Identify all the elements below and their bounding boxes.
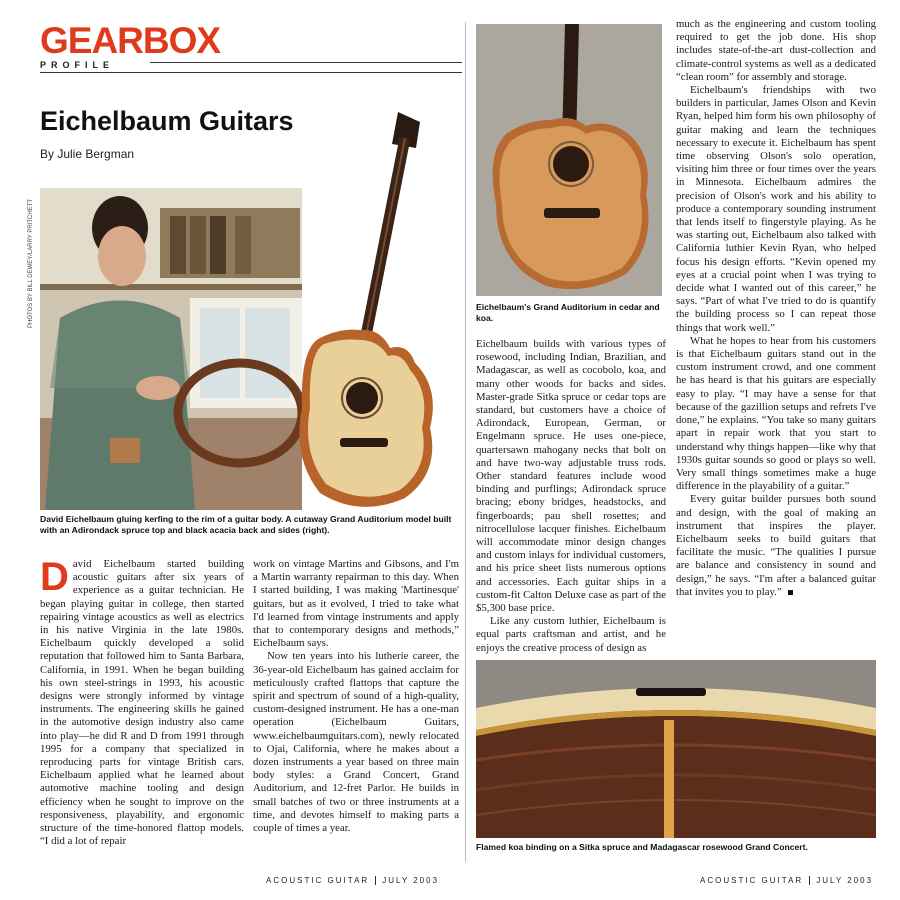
footer-left (266, 876, 439, 885)
column-1-text: avid Eichelbaum started building acoustic guitars after six years of experience as a guitar technician. He began playing guitar in college, then started repairing vintage acoustics as well as electrics in his native Virginia in the late 1980s. Eichelbaum quickly developed a solid reputation that followed him to Santa Barbara, California, in 1991. When he began building his own steel-strings in 1993, his acoustic designs were strongly informed by vintage instruments. The engineering skills he gained in the automotive design industry also came into play—he did R and D from 1991 through 1995 for a company that specialized in reproducing parts for vintage British cars. Eichelbaum applied what he learned about automotive machine tooling and design efficiency when he sought to improve on the responsiveness, playability, and ergonomic structure of the time-honored flattop models. “I did a lot of repair (40, 558, 244, 848)
cutaway-guitar-photo (280, 108, 458, 516)
gearbox-logo: GEARBOX (40, 20, 221, 61)
column-3-paragraph: Eichelbaum builds with various types of rosewood, including Indian, Brazilian, and Madagascar, as well as cocobolo, koa, and many other woods for backs and sides. Master-grade Sitka spruce or cedar tops are standard, but customers have a choice of Adirondack, European, German, or Engelmann spruce. He uses one-piece, quartersawn mahogany necks that bolt on and have two-way adjustable truss rods. Other standard features include wood binding and purflings; Adirondack spruce bracing; ebony bridges, headstocks, and fingerboards; pau shell rosettes; and nitrocellulose lacquer finishes. Eichelbaum will accommodate minor design changes and custom inlays for individual customers, and his price sheet lists numerous options and accessories. Each guitar ships in a custom-fit Calton Deluxe case as part of the $5,300 base price. (476, 338, 666, 615)
footer-divider (809, 876, 810, 885)
bottom-right-caption: Flamed koa binding on a Sitka spruce and Madagascar rosewood Grand Concert. (476, 842, 808, 852)
byline: By Julie Bergman (40, 147, 135, 161)
end-mark-icon (788, 590, 793, 595)
column-2-paragraph: Now ten years into his lutherie career, the 36-year-old Eichelbaum has gained acclaim for meticulously crafted flattops that capture the spirit and spectrum of sound of a high-quality, custom-designed instrument. He has a one-man operation (Eichelbaum Guitars, www.eichelbaumguitars.com), newly relocated to Ojai, California, where he makes about a dozen instruments a year based on three main body styles: a Grand Concert, Grand Auditorium, and 12-fret Parlor. He builds in small batches of two or three instruments at a time, and devotes himself to making parts a couple of times a year. (253, 650, 459, 835)
article-title: Eichelbaum Guitars (40, 106, 294, 136)
header-rule (150, 62, 462, 63)
footer-issue: JULY 2003 (816, 876, 874, 885)
footer-right (700, 876, 873, 885)
workshop-photo (40, 188, 302, 510)
grand-concert-photo (476, 660, 876, 838)
main-photo-caption: David Eichelbaum gluing kerfing to the rim of a guitar body. A cutaway Grand Auditorium model built with an Adirondack spruce top and black acacia back and sides (right). (40, 514, 452, 535)
grand-auditorium-photo (476, 24, 662, 296)
column-4-paragraph: much as the engineering and custom tooling required to get the job done. His shop includes state-of-the-art dust-collection and climate-control systems as well as a dedicated “clean room” for assembly and storage. (676, 18, 876, 83)
footer-issue: JULY 2003 (382, 876, 440, 885)
page-gutter (465, 22, 466, 862)
article-column-3 (476, 338, 666, 655)
column-4-paragraph: Every guitar builder pursues both sound and design, with the goal of making an instrument that inspires the player. Eichelbaum seeks to build guitars that facilitate the music. “The qualities I pursue are balance and consistency in sound and design,” he says. “I'm after a balanced guitar that invites you to play.” (676, 493, 876, 598)
photo-credit-text: PHOTOS BY BILL DEWEY/LARRY PRITCHETT (28, 198, 34, 328)
footer-magazine: ACOUSTIC GUITAR (700, 876, 804, 885)
drop-cap: D (40, 555, 69, 599)
footer-magazine: ACOUSTIC GUITAR (266, 876, 370, 885)
column-4-paragraph: Eichelbaum's friendships with two builders in particular, James Olson and Kevin Ryan, helped him form his own philosophy of guitar making and learn the techniques necessary to execute it. Eichelbaum has spent time observing Olson's solo operation, visiting him three or four times over the years in Minnesota. Eichelbaum admires the precision of Olson's work and his ability to produce a contemporary sounding instrument that lends itself to fingerstyle playing. As he was starting out, Eichelbaum also talked with California luthier Kevin Ryan, who helped focus his design efforts. “Kevin opened my eyes at a crucial point when I was trying to decide what I wanted out of this career,” he says. “Part of what I've tried to do is quantify the building process so I can repeat those things that work well.” (676, 84, 876, 334)
top-right-caption: Eichelbaum's Grand Auditorium in cedar and koa. (476, 302, 660, 323)
section-label: PROFILE (40, 60, 115, 70)
column-4-paragraph: What he hopes to hear from his customers is that Eichelbaum guitars stand out in the custom instrument crowd, and one comment he has heard is that his guitars are especially easy to play. “I may have a sense for that because of the gazillion setups and refrets I've done,” he explains. “You take so many guitars apart in repair work that you start to understand why things happen—like why that 1930s guitar sounds so good or plays so well. Very small things sometimes make a huge difference in the playability of a guitar.” (676, 334, 876, 493)
footer-divider (375, 876, 376, 885)
article-column-2 (253, 558, 459, 835)
column-2-paragraph: work on vintage Martins and Gibsons, and I'm a Martin warranty repairman to this day. When I started building, I was making 'Martinesque' guitars, but as it evolved, I tried to take what I'd learned from vintage instruments and apply that to contemporary designs and methods,” Eichelbaum says. (253, 558, 459, 650)
photo-credit (28, 188, 40, 328)
header-rule-bottom (40, 72, 462, 73)
article-column-4 (676, 18, 876, 599)
article-column-1 (40, 555, 244, 848)
column-3-paragraph: Like any custom luthier, Eichelbaum is equal parts craftsman and artist, and he enjoys the creative process of design as (476, 615, 666, 654)
